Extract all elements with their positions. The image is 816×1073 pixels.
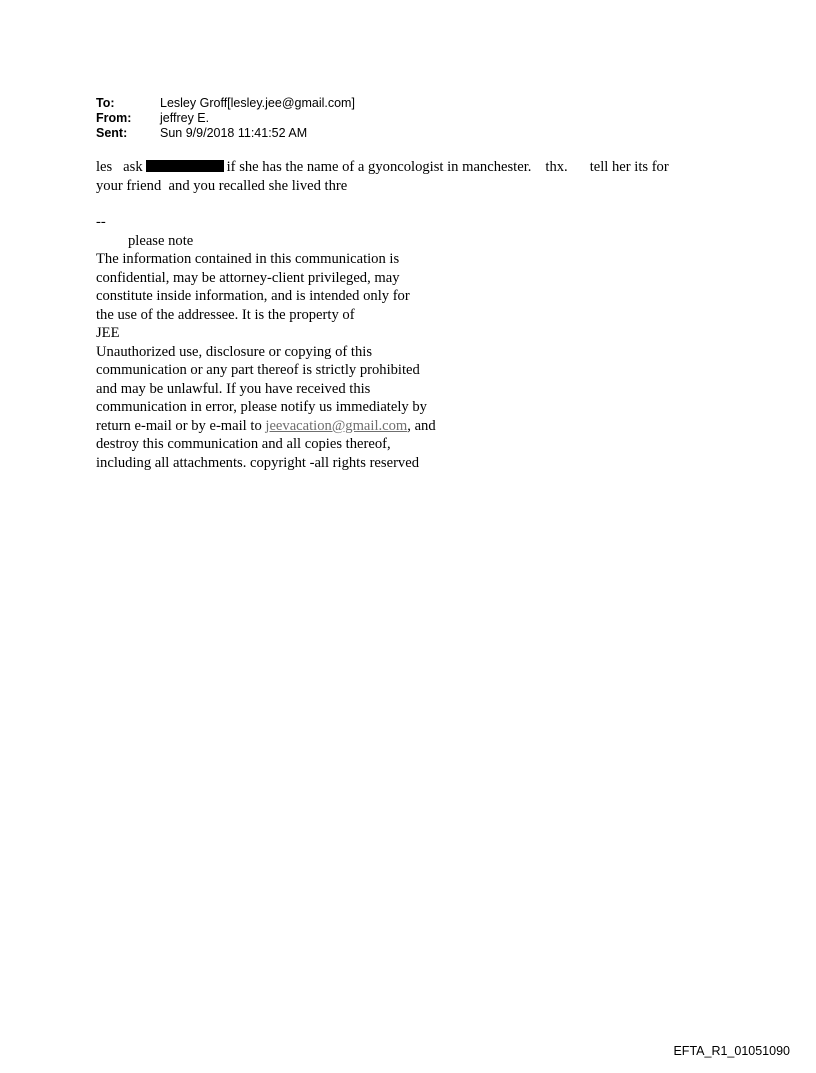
please-note: please note — [128, 232, 194, 249]
message-part-4: tell her its for — [589, 159, 669, 175]
message-part-3: thx. — [545, 159, 568, 175]
sent-label: Sent: — [96, 126, 128, 140]
message-part-2: if she has the name of a gyoncologist in manchester. — [226, 159, 532, 175]
email-link[interactable]: jeevacation@gmail.com — [265, 417, 408, 434]
message-part-1: les ask — [96, 159, 143, 175]
to-row — [96, 96, 355, 111]
disclaimer-line: including all attachments. copyright -all rights reserved — [96, 454, 419, 471]
message-line-2: your friend and you recalled she lived thre — [96, 177, 348, 194]
disclaimer-line: constitute inside information, and is intended only for — [96, 288, 410, 304]
disclaimer-line: confidential, may be attorney-client privileged, may — [96, 269, 400, 286]
to-value: Lesley Groff[lesley.jee@gmail.com] — [160, 96, 355, 110]
from-label: From: — [96, 111, 132, 125]
to-label: To: — [96, 96, 115, 110]
disclaimer-line: communication or any part thereof is strictly prohibited — [96, 362, 420, 378]
redaction-box — [146, 160, 224, 172]
disclaimer-line: communication in error, please notify us immediately by — [96, 399, 427, 415]
disclaimer-line-email — [96, 417, 516, 436]
signature-block — [96, 213, 516, 472]
disclaimer-line: JEE — [96, 325, 120, 341]
from-value: jeffrey E. — [160, 111, 210, 125]
sent-value: Sun 9/9/2018 11:41:52 AM — [160, 126, 308, 140]
return-suffix: , and — [407, 417, 436, 434]
disclaimer-line: The information contained in this communication is — [96, 251, 400, 267]
disclaimer-line: and may be unlawful. If you have received this — [96, 380, 371, 397]
sent-row — [96, 126, 355, 141]
document-id: EFTA_R1_01051090 — [673, 1044, 790, 1058]
disclaimer-line: the use of the addressee. It is the property of — [96, 306, 355, 323]
from-row — [96, 111, 355, 126]
signature-dashes: -- — [96, 214, 106, 230]
disclaimer-line: destroy this communication and all copies thereof, — [96, 436, 391, 452]
disclaimer-line: Unauthorized use, disclosure or copying of this — [96, 343, 373, 360]
message-body — [96, 158, 736, 195]
return-prefix: return e-mail or by e-mail to — [96, 417, 266, 434]
email-header — [96, 96, 355, 141]
message-line-1 — [96, 158, 736, 177]
